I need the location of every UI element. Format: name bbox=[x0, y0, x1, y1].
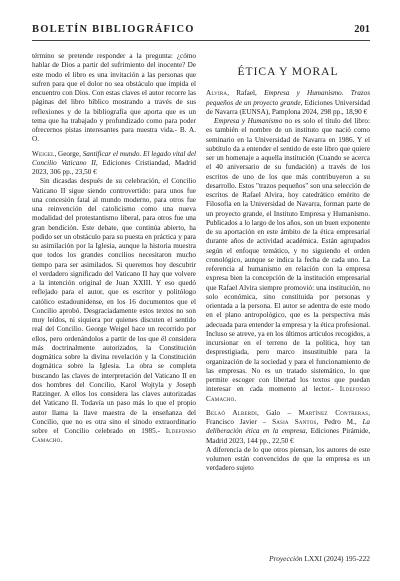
left-column bbox=[32, 52, 196, 446]
review-body-text: no es solo el título del libro: es también el nombre de un instituto que nació como seminario en la Universidad de Navarra en 1986. Y el subtítulo da a entender el sentido de este libro que quiere ser un homenaje a aquella institución (Cuando se acerca el 40 aniversario de su fundación) a través de los escritos de uno de los que más contribuyeron a su desarrollo. Estos "trazos pequeños" son una selección de escritos de Rafael Alvira, hoy catedrático emérito de Filosofía en la Universidad de Navarra, forman parte de un proyecto grande, el Instituto Empresa y Humanismo. Publicados a lo largo de los años, son un buen exponente de su aportación en este ámbito de la ética empresarial durante años de actividad académica. Están agrupados según el enfoque temático, y no siguiendo el orden cronológico, aunque se indica la fecha de cada uno. La referencia al humanismo en relación con la empresa expresa bien la concepción de la institución empresarial que Rafael Alvira siempre promovió: una institución, no solo económica, sino constituida por personas y orientada a la persona. El autor se adentra de este modo en el plano antropológico, que es la perspectiva más adecuada para entender la empresa y la ética profesional. Incluso se atreve, ya en los últimos artículos recogidos, a incursionar en el terreno de la política, hoy tan desprestigiada, pero marco insustituible para la organización de la sociedad y para el funcionamiento de las empresas. No es un tratado sistemático, lo que permite escoger con libertad los textos que puedan interesar en cada momento al lector.- bbox=[206, 117, 371, 394]
review-author-rest: , George, bbox=[54, 149, 81, 158]
review-weigel-citation bbox=[32, 150, 196, 178]
review-publication: , Ediciones Pirámide, Madrid 2023, 144 pp., 22,50 € bbox=[206, 427, 370, 445]
review-alvira-citation bbox=[206, 89, 370, 117]
review-author-2: Martínez Contreras bbox=[298, 408, 369, 417]
review-author-rest: , Rafael, bbox=[227, 89, 257, 98]
right-column bbox=[206, 52, 370, 474]
review-publication: , Ediciones Universidad de Navarra (EUNSA), Pamplona 2024, 298 pp., 18,90 € bbox=[206, 98, 370, 116]
header-rule bbox=[32, 40, 370, 41]
review-author: Belaó Alberdi bbox=[206, 408, 257, 417]
running-title: BOLETÍN BIBLIOGRÁFICO bbox=[32, 24, 195, 35]
section-title: ÉTICA Y MORAL bbox=[237, 66, 339, 78]
page-footer bbox=[269, 554, 370, 563]
review-signature: Ildefonso Camacho. bbox=[32, 427, 197, 445]
review-belao-body: A diferencia de lo que otros piensan, los autores de este volumen están convencidos de que la empresa es un verdadero sujeto bbox=[206, 445, 370, 473]
review-author-2-rest: , Francisco Javier – bbox=[206, 408, 370, 426]
review-publication: , Ediciones Cristiandad, Madrid 2023, 306 pp., 23,50 € bbox=[32, 158, 196, 176]
review-weigel-body bbox=[32, 177, 196, 445]
review-author: Alvira bbox=[206, 89, 228, 98]
review-alvira-body bbox=[206, 117, 370, 404]
review-body-text: Sin dicasdas después de su celebración, el Concilio Vaticano II sigue siendo controvertido: para unos fue una concesión fatal al mundo moderno, para otros fue una reinvención del catolicismo como una nueva modalidad del protestantismo liberal, para otros fue una gran bendición. Este debate, que continúa abierto, ha podido ser un obstáculo para su puesta en práctica y para su asimilación por la Iglesia, aunque la historia muestra que todos los grandes concilios necesitaron mucho tiempo para ser asimilados. Si queremos hoy descubrir el verdadero significado del Vaticano II hay que volvere a la intención original de Juan XXIII. Y eso quedó reflejado para el autor, que es escritor y politólogo católico estadounidense, en los 16 documentos que el Concilio aprobó. Desgraciadamente estos textos no son muy leídos, ni siquiera por quienes discuten el sentido real del Concilio. George Weigel hace un recorrido por ellos, pero ordenándolos a partir de los que él considera más doctrinalmente autorizados, la Constitución dogmática sobre la divina revelación y la Constitución dogmática sobre la Iglesia. La obra se completa buscando las claves de interpretación del Vaticano II en dos hombres del Concilio, Karol Wojtyla y Joseph Ratzinger. A ellos los considera las claves autorizadas del Vaticano II. Todavía un paso más lo que el propio autor llama la llave maestra de la enseñanza del Concilio, que no es otra sino el sínodo extraordinario sobre el Concilio celebrado en 1985.- bbox=[32, 177, 196, 435]
review-body-italic: Empresa y Humanismo bbox=[214, 117, 283, 125]
review-book-title: Empresa y Humanismo. Trazos pequeños de un proyecto grande bbox=[206, 89, 370, 107]
review-author-rest: , Galo – bbox=[256, 408, 292, 417]
page-number: 201 bbox=[354, 24, 370, 35]
review-signature: Ildefonso Camacho. bbox=[206, 385, 371, 403]
journal-issue: LXXI (2024) 195-222 bbox=[302, 554, 370, 563]
review-book-title: La deliberación ética en la empresa bbox=[206, 418, 371, 436]
review-author-3: Sasia Santos bbox=[272, 418, 317, 426]
review-author-3-rest: , Pedro M., bbox=[316, 418, 357, 426]
review-author: Weigel bbox=[32, 149, 55, 158]
running-header bbox=[32, 24, 370, 38]
review-belao-citation bbox=[206, 409, 370, 446]
review-book-title: Santificar el mundo. El legado vital del Concilio Vaticano II bbox=[32, 149, 197, 167]
journal-name: Proyección bbox=[269, 554, 303, 563]
continued-review-text: término se pretende responder a la pregunta: ¿cómo hablar de Dios a partir del sufrimiento del inocente? De este modo el libro es una invitación a las personas que sufren para que el dolor no sea obstáculo que impida el encuentro con Dios. Con estas claves el autor recorre las páginas del libro bíblico mostrando a través de sus reflexiones y de la bibliografía que aporta que es un tema que ha trabajado y profundizado como para poder ofrecernos pistas interesantes para nuestra vida.- B. A. O. bbox=[32, 52, 196, 144]
